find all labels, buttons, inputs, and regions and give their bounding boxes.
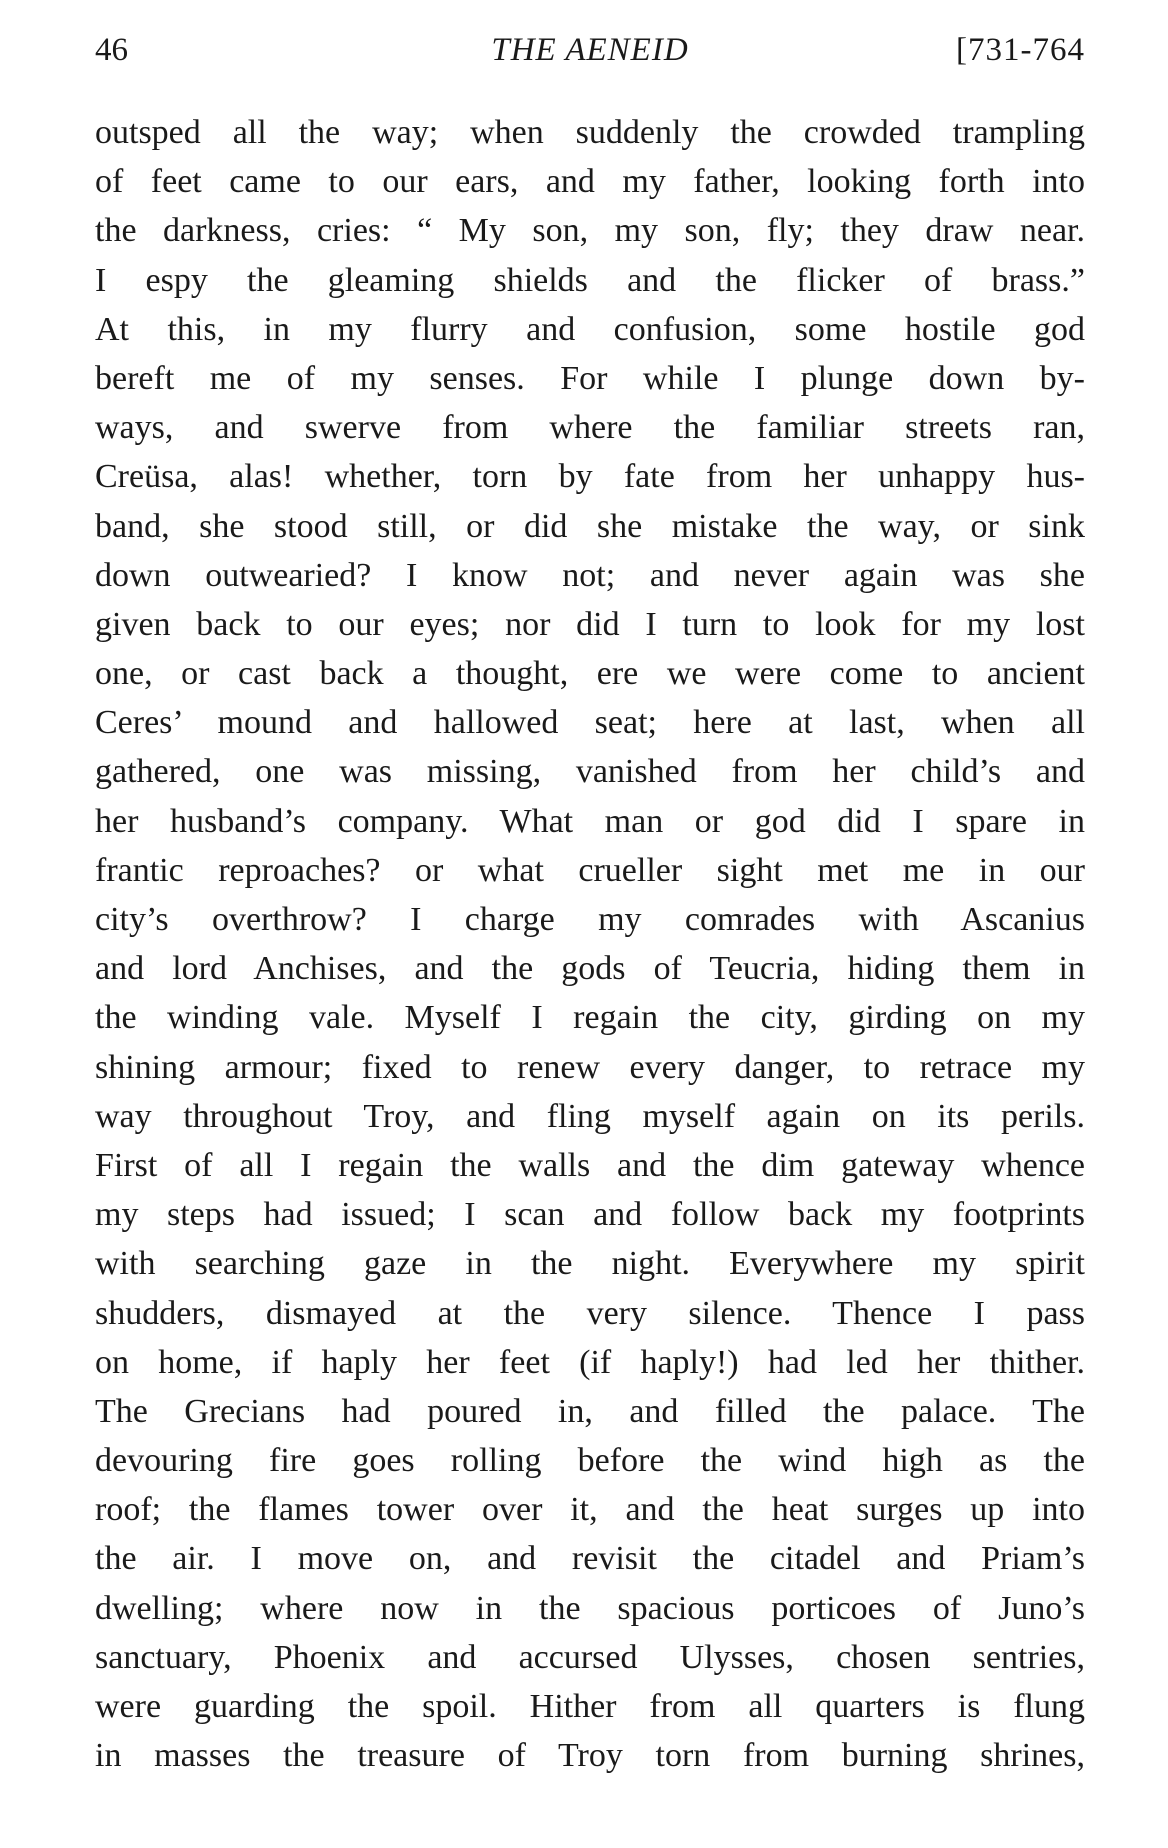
text-line: the air. I move on, and revisit the citadel and Priam’s: [95, 1540, 1085, 1578]
text-line: shudders, dismayed at the very silence. Thence I pass: [95, 1294, 1085, 1332]
running-title: THE AENEID: [491, 32, 689, 68]
running-head: [95, 28, 1085, 72]
body-text: [95, 108, 1085, 1780]
text-line: way throughout Troy, and fling myself again on its perils.: [95, 1097, 1085, 1135]
text-line: I espy the gleaming shields and the flicker of brass.”: [95, 261, 1085, 299]
text-line: her husband’s company. What man or god did I spare in: [95, 802, 1085, 840]
text-line: frantic reproaches? or what crueller sight met me in our: [95, 851, 1085, 889]
text-line: were guarding the spoil. Hither from all quarters is flung: [95, 1688, 1085, 1725]
text-line: Ceres’ mound and hallowed seat; here at last, when all: [95, 704, 1085, 742]
text-line: devouring fire goes rolling before the wind high as the: [95, 1442, 1085, 1480]
text-line: bereft me of my senses. For while I plunge down by-: [95, 359, 1085, 397]
page-number: 46: [95, 32, 128, 68]
text-line: shining armour; fixed to renew every danger, to retrace my: [95, 1048, 1085, 1086]
text-line: band, she stood still, or did she mistake the way, or sink: [95, 507, 1085, 545]
text-line: The Grecians had poured in, and filled the palace. The: [95, 1392, 1085, 1430]
text-line: gathered, one was missing, vanished from her child’s and: [95, 753, 1085, 791]
text-line: the darkness, cries: “ My son, my son, fly; they draw near.: [95, 212, 1085, 250]
text-line: given back to our eyes; nor did I turn to look for my lost: [95, 605, 1085, 643]
text-line: outsped all the way; when suddenly the crowded trampling: [95, 114, 1085, 151]
text-line: one, or cast back a thought, ere we were come to ancient: [95, 655, 1085, 693]
text-line: dwelling; where now in the spacious porticoes of Juno’s: [95, 1589, 1085, 1627]
text-line: on home, if haply her feet (if haply!) had led her thither.: [95, 1343, 1085, 1381]
text-line: with searching gaze in the night. Everywhere my spirit: [95, 1245, 1085, 1283]
text-line: of feet came to our ears, and my father, looking forth into: [95, 163, 1085, 201]
text-line: in masses the treasure of Troy torn from burning shrines,: [95, 1737, 1085, 1775]
text-line: At this, in my flurry and confusion, some hostile god: [95, 310, 1085, 348]
text-line: the winding vale. Myself I regain the city, girding on my: [95, 999, 1085, 1037]
text-line: sanctuary, Phoenix and accursed Ulysses, chosen sentries,: [95, 1638, 1085, 1676]
text-line: and lord Anchises, and the gods of Teucria, hiding them in: [95, 950, 1085, 988]
text-line: ways, and swerve from where the familiar streets ran,: [95, 409, 1085, 447]
text-line: my steps had issued; I scan and follow back my footprints: [95, 1196, 1085, 1234]
text-line: First of all I regain the walls and the dim gateway whence: [95, 1146, 1085, 1184]
text-line: down outwearied? I know not; and never again was she: [95, 556, 1085, 594]
text-line: roof; the flames tower over it, and the heat surges up into: [95, 1491, 1085, 1529]
text-line: Creüsa, alas! whether, torn by fate from her unhappy hus-: [95, 458, 1085, 496]
text-line: city’s overthrow? I charge my comrades with Ascanius: [95, 901, 1085, 938]
line-range: [731-764: [956, 32, 1085, 68]
